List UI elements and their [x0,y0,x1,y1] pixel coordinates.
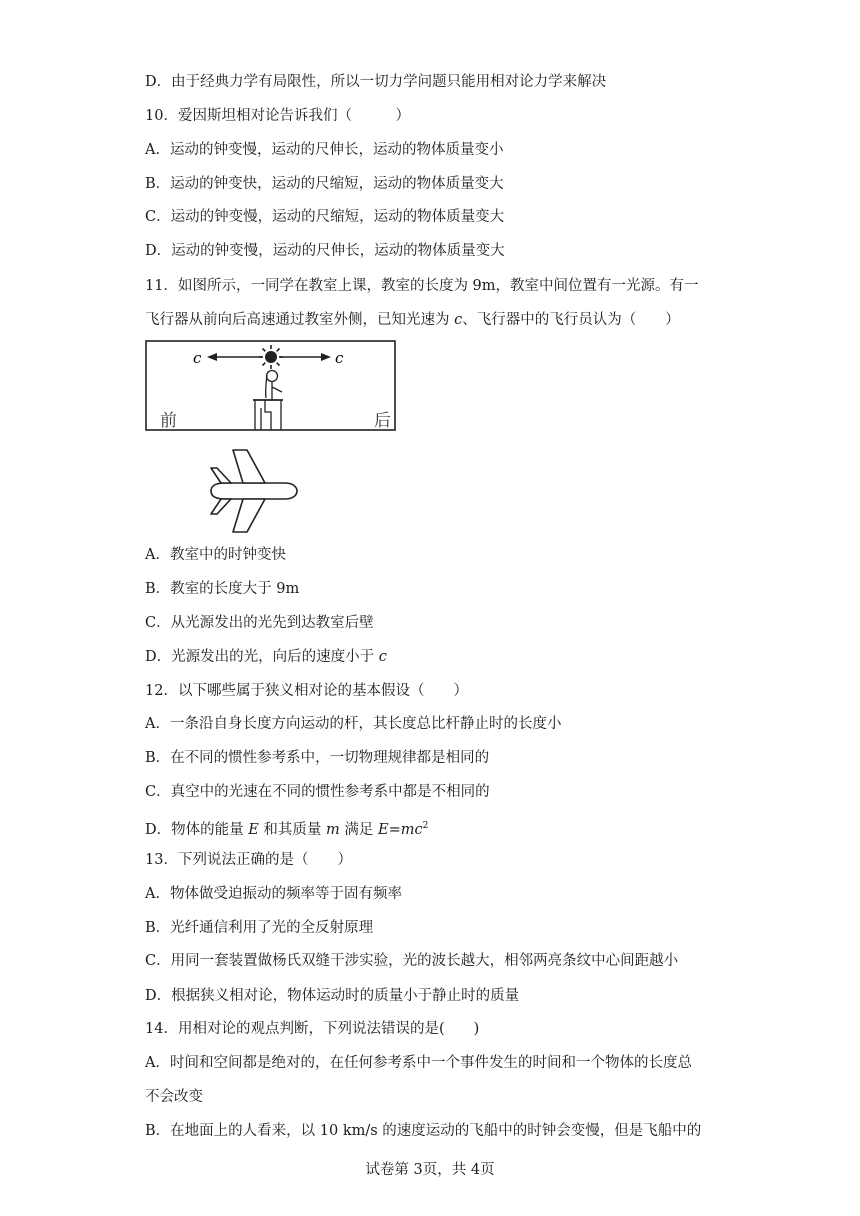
front-label: 前 [160,411,177,431]
arrow-right-head [321,353,331,361]
q10-option-b: B．运动的钟变快，运动的尺缩短，运动的物体质量变大 [145,176,504,192]
q10-option-c: C．运动的钟变慢，运动的尺缩短，运动的物体质量变大 [145,209,505,225]
light-speed-left-label: c [193,349,202,367]
q11-option-d: D．光源发出的光，向后的速度小于 c [145,649,387,665]
q12-option-d: D．物体的能量 E 和其质量 m 满足 $E=mc^2$ [145,821,429,838]
q12-option-c: C．真空中的光速在不同的惯性参考系中都是不相同的 [145,784,490,800]
q13-option-c: C．用同一套装置做杨氏双缝干涉实验，光的波长越大，相邻两亮条纹中心间距越小 [145,953,679,969]
q13-stem: 13．下列说法正确的是（ ） [145,852,352,868]
page-footer: 试卷第 3页，共 4页 [365,1162,495,1178]
q11-option-a: A．教室中的时钟变快 [145,547,286,563]
back-label: 后 [374,411,391,431]
q11-stem-line1: 11．如图所示，一同学在教室上课，教室的长度为 9m，教室中间位置有一光源。有一 [145,278,699,294]
q10-stem: 10．爱因斯坦相对论告诉我们（ ） [145,108,410,124]
q9-option-d: D．由于经典力学有局限性，所以一切力学问题只能用相对论力学来解决 [145,74,607,90]
airplane-icon [211,450,297,532]
q12-option-b: B．在不同的惯性参考系中，一切物理规律都是相同的 [145,750,490,766]
light-source-icon [259,345,283,369]
q13-option-d: D．根据狭义相对论，物体运动时的质量小于静止时的质量 [145,988,520,1004]
light-speed-right-label: c [335,349,344,367]
q12-option-a: A．一条沿自身长度方向运动的杆，其长度总比杆静止时的长度小 [145,716,562,732]
q11-stem-line2: 飞行器从前向后高速通过教室外侧，已知光速为 c、飞行器中的飞行员认为（ ） [145,312,680,328]
q13-option-a: A．物体做受迫振动的频率等于固有频率 [145,886,402,902]
q12-stem: 12．以下哪些属于狭义相对论的基本假设（ ） [145,683,468,699]
q10-option-a: A．运动的钟变慢，运动的尺伸长，运动的物体质量变小 [145,142,504,158]
q14-option-b-line1: B．在地面上的人看来，以 10 km/s 的速度运动的飞船中的时钟会变慢，但是飞船中的 [145,1123,702,1139]
classroom-airplane-figure [145,340,405,540]
q14-stem: 14．用相对论的观点判断，下列说法错误的是( ) [145,1021,480,1037]
q10-option-d: D．运动的钟变慢，运动的尺伸长，运动的物体质量变大 [145,243,505,259]
q14-option-a-line2: 不会改变 [145,1089,203,1105]
arrow-left-head [207,353,217,361]
student-at-desk-icon [253,371,283,431]
q11-option-b: B．教室的长度大于 9m [145,581,300,597]
q13-option-b: B．光纤通信利用了光的全反射原理 [145,920,374,936]
q14-option-a-line1: A．时间和空间都是绝对的，在任何参考系中一个事件发生的时间和一个物体的长度总 [145,1055,692,1071]
q11-option-c: C．从光源发出的光先到达教室后壁 [145,615,374,631]
